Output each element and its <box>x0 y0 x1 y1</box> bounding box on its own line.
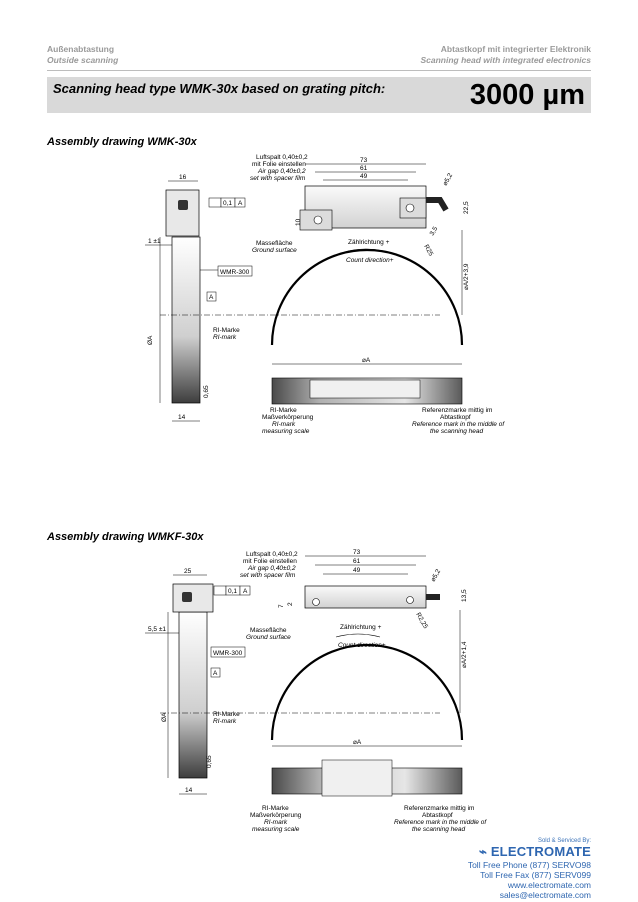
d2-dim-14: 14 <box>185 787 193 794</box>
d2-count-en: Count direction+ <box>338 642 386 649</box>
d2-dim-55: 5,5 ±1 <box>148 626 167 633</box>
d1-count-de: Zählrichtung + <box>348 239 390 246</box>
d1-ri-en: RI-mark <box>213 334 237 341</box>
d1-gap-en1: Air gap 0,40±0,2 <box>258 168 306 175</box>
d1-count-en: Count direction+ <box>346 257 394 264</box>
d2-gap-en2: set with spacer film <box>240 572 296 579</box>
d2-dim-61: 61 <box>353 558 361 565</box>
d1-section-head <box>310 380 420 398</box>
d1-dim-14: 14 <box>178 414 186 421</box>
d1-ri-de: RI-Marke <box>213 327 240 334</box>
footer-web[interactable]: www.electromate.com <box>507 880 591 890</box>
d1-gap-en2: set with spacer film <box>250 175 306 182</box>
footer-fax: Toll Free Fax (877) SERV099 <box>480 870 591 880</box>
d2-ref-de1: Referenzmarke mittig im <box>404 805 475 812</box>
d2-ground-de: Massefläche <box>250 627 287 634</box>
d2-tol-value: 0,1 <box>228 588 238 595</box>
d1-dim-r25: R25 <box>422 243 435 258</box>
header-right-en: Scanning head with integrated electronics <box>420 55 591 65</box>
d1-ring-side <box>172 237 200 403</box>
drawing2-heading: Assembly drawing WMKF-30x <box>47 531 204 543</box>
d2-dim-r25: R2,25 <box>414 611 430 631</box>
d1-dim-73: 73 <box>360 157 368 164</box>
d1-head-side <box>166 190 199 236</box>
d2-dim-52: ⌀5,2 <box>429 568 443 583</box>
d1-dim-10: 10 <box>295 218 302 226</box>
d1-tol-datum: A <box>238 200 243 207</box>
d2-dim-065: 0,65 <box>206 755 213 768</box>
d2-scale-de1: RI-Marke <box>262 805 289 812</box>
d2-dim-diaA2: ⌀A <box>353 739 362 746</box>
drawing1 <box>145 154 505 435</box>
d2-head-screw <box>182 592 192 602</box>
pitch-value: 3000 µm <box>469 79 585 111</box>
electromate-logo-icon: ⌁ <box>478 844 491 859</box>
d1-gap-de2: mit Folie einstellen <box>252 161 306 168</box>
header-left-de: Außenabtastung <box>47 44 115 54</box>
d1-ref-de2: Abtastkopf <box>440 414 471 421</box>
d2-dim-2: 2 <box>287 602 294 606</box>
d2-dim-diaA: ØA <box>161 712 168 722</box>
d2-scale-en2: measuring scale <box>252 826 300 833</box>
d1-dim-35: 3,5 <box>428 225 440 237</box>
d2-dim-135: 13,5 <box>461 589 468 602</box>
d2-ref-en1: Reference mark in the middle of <box>394 819 487 826</box>
d1-dim-diaA2: ⌀A <box>362 357 371 364</box>
footer-email[interactable]: sales@electromate.com <box>499 890 591 900</box>
d2-scale-de2: Maßverkörperung <box>250 812 302 819</box>
d1-ground-de: Massefläche <box>256 240 293 247</box>
d1-tol-value: 0,1 <box>223 200 233 207</box>
d1-dim-225: 22,5 <box>463 201 470 214</box>
d1-ref-en1: Reference mark in the middle of <box>412 421 505 428</box>
d1-tol-box <box>209 198 221 207</box>
d1-dim-16: 16 <box>179 174 187 181</box>
header-left-en: Outside scanning <box>47 55 119 65</box>
d1-dim-diaA: ØA <box>147 335 154 345</box>
d2-dim-49: 49 <box>353 567 361 574</box>
d2-tol-datum: A <box>243 588 248 595</box>
d1-ground-en: Ground surface <box>252 247 297 254</box>
header-right-de: Abtastkopf mit integrierter Elektronik <box>440 44 591 54</box>
d1-head-screw <box>178 200 188 210</box>
drawing2 <box>145 549 487 833</box>
d2-ring-side <box>179 612 207 778</box>
d2-section-head <box>322 760 392 796</box>
d2-dim-7: 7 <box>278 604 285 608</box>
d2-count-de: Zählrichtung + <box>340 624 382 631</box>
d1-scale-en2: measuring scale <box>262 428 310 435</box>
drawing1-heading: Assembly drawing WMK-30x <box>47 136 197 148</box>
d1-scale-en1: RI-mark <box>272 421 296 428</box>
brand-name: ELECTROMATE <box>490 844 591 859</box>
d2-ground-en: Ground surface <box>246 634 291 641</box>
d1-ref-de1: Referenzmarke mittig im <box>422 407 493 414</box>
electromate-footer <box>468 838 591 900</box>
d2-gap-de2: mit Folie einstellen <box>243 558 297 565</box>
d1-dim-065: 0,65 <box>203 385 210 398</box>
d2-ring-arc <box>272 645 462 740</box>
d1-dim-61: 61 <box>360 165 368 172</box>
d1-scale-de1: RI-Marke <box>270 407 297 414</box>
d1-dim-half: ⌀A/2+3,9 <box>463 263 470 290</box>
d2-gap-de1: Luftspalt 0,40±0,2 <box>246 551 298 558</box>
d1-dim-1: 1 ±1 <box>148 238 161 245</box>
d1-gap-de1: Luftspalt 0,40±0,2 <box>256 154 308 161</box>
d1-dim-52: ⌀5,2 <box>441 172 455 187</box>
d2-ref-de2: Abtastkopf <box>422 812 453 819</box>
d2-dim-25: 25 <box>184 568 192 575</box>
d1-scale-de2: Maßverkörperung <box>262 414 314 421</box>
d2-ri-en: RI-mark <box>213 718 237 725</box>
d1-ref-en2: the scanning head <box>430 428 484 435</box>
d1-dim-49: 49 <box>360 173 368 180</box>
d2-dim-73: 73 <box>353 549 361 556</box>
d2-gap-en1: Air gap 0,40±0,2 <box>248 565 296 572</box>
d2-wmr-label: WMR-300 <box>213 650 243 657</box>
d1-ring-arc <box>272 250 462 345</box>
d2-datum-a: A <box>213 670 218 677</box>
d2-ref-en2: the scanning head <box>412 826 466 833</box>
sold-by-label: Sold & Serviced By: <box>537 838 591 844</box>
d2-dim-half: ⌀A/2+1,4 <box>461 641 468 668</box>
footer-phone: Toll Free Phone (877) SERVO98 <box>467 860 591 870</box>
d2-scale-en1: RI-mark <box>264 819 288 826</box>
title-text: Scanning head type WMK-30x based on grating pitch: <box>53 81 386 96</box>
d2-head-side <box>173 584 213 612</box>
d1-datum-a: A <box>209 294 214 301</box>
brand-logo <box>468 844 591 860</box>
d2-ri-de: RI-Marke <box>213 711 240 718</box>
d1-wmr-label: WMR-300 <box>220 269 250 276</box>
